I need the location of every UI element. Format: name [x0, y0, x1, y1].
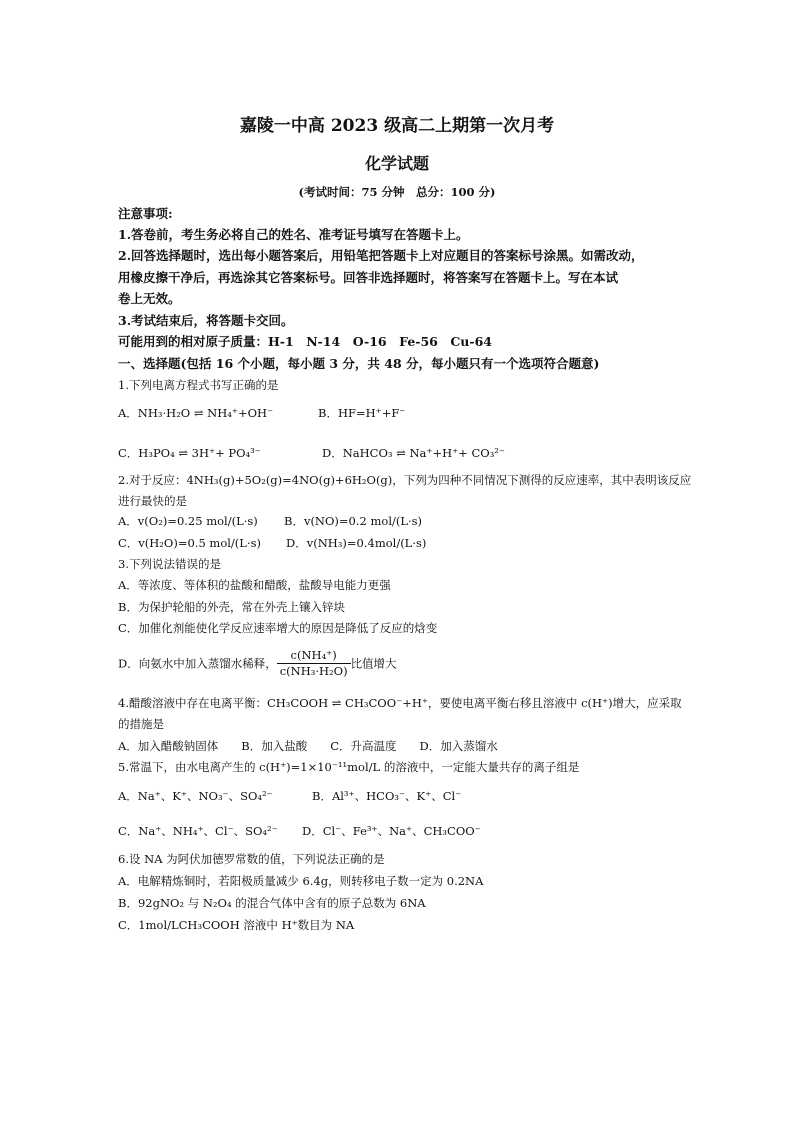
question-3-option-d-suffix: 比值增大 — [350, 656, 397, 671]
question-3-option-d — [118, 648, 397, 679]
question-2-stem-line-1: 2.对于反应：4NH₃(g)+5O₂(g)=4NO(g)+6H₂O(g)，下列为四种不同情况下测得的反应速率，其中表明该反应 — [118, 473, 692, 487]
note-2-line-2: 用橡皮擦干净后，再选涂其它答案标号。回答非选择题时，将答案写在答题卡上。写在本试 — [118, 270, 619, 285]
question-3-option-b: B．为保护轮船的外壳，常在外壳上镶入锌块 — [118, 600, 345, 614]
question-5-option-d: D．Cl⁻、Fe³⁺、Na⁺、CH₃COO⁻ — [302, 824, 481, 838]
question-5-option-a: A．Na⁺、K⁺、NO₃⁻、SO₄²⁻ — [118, 789, 273, 803]
exam-info: (考试时间：75 分钟 总分：100 分) — [298, 185, 496, 199]
fraction-denominator: c(NH₃·H₂O) — [279, 664, 348, 678]
question-3-stem: 3.下列说法错误的是 — [118, 557, 221, 571]
question-1-stem: 1.下列电离方程式书写正确的是 — [118, 378, 279, 392]
section-1-heading: 一、选择题(包括 16 个小题，每小题 3 分，共 48 分，每小题只有一个选项符合题意) — [118, 356, 600, 371]
question-1-option-a: A．NH₃·H₂O ⇌ NH₄⁺+OH⁻ — [118, 406, 274, 420]
concentration-ratio-fraction — [277, 648, 351, 679]
question-5-option-c: C．Na⁺、NH₄⁺、Cl⁻、SO₄²⁻ — [118, 824, 278, 838]
note-1: 1.答卷前，考生务必将自己的姓名、准考证号填写在答题卡上。 — [118, 227, 469, 242]
question-2-option-a: A．v(O₂)=0.25 mol/(L·s) — [118, 514, 258, 528]
question-6-option-a: A．电解精炼铜时，若阳极质量减少 6.4g，则转移电子数一定为 0.2NA — [118, 874, 484, 888]
question-4-stem-line-2: 的措施是 — [118, 717, 164, 731]
question-5-option-b: B．Al³⁺、HCO₃⁻、K⁺、Cl⁻ — [312, 789, 462, 803]
subject-title: 化学试题 — [364, 154, 429, 173]
question-4-stem-line-1: 4.醋酸溶液中存在电离平衡：CH₃COOH ⇌ CH₃COO⁻+H⁺，要使电离平衡右移且溶液中 c(H⁺)增大，应采取 — [118, 696, 682, 710]
question-6-option-b: B．92gNO₂ 与 N₂O₄ 的混合气体中含有的原子总数为 6NA — [118, 896, 426, 910]
question-2-stem-line-2: 进行最快的是 — [118, 494, 187, 508]
exam-title: 嘉陵一中高 2023 级高二上期第一次月考 — [239, 116, 555, 136]
notes-heading: 注意事项: — [118, 206, 173, 221]
question-3-option-d-text: D．向氨水中加入蒸馏水稀释， — [118, 656, 277, 671]
question-5-stem: 5.常温下，由水电离产生的 c(H⁺)=1×10⁻¹¹mol/L 的溶液中，一定能大量共存的离子组是 — [118, 760, 580, 774]
question-6-option-c: C．1mol/LCH₃COOH 溶液中 H⁺数目为 NA — [118, 918, 355, 932]
question-3-option-a: A．等浓度、等体积的盐酸和醋酸，盐酸导电能力更强 — [118, 578, 391, 592]
note-2-line-3: 卷上无效。 — [118, 291, 181, 306]
fraction-numerator: c(NH₄⁺) — [277, 648, 351, 664]
question-1-option-d: D．NaHCO₃ ⇌ Na⁺+H⁺+ CO₃²⁻ — [322, 446, 505, 460]
question-1-option-c: C．H₃PO₄ ⇌ 3H⁺+ PO₄³⁻ — [118, 446, 261, 460]
question-2-option-d: D．v(NH₃)=0.4mol/(L·s) — [286, 536, 427, 550]
question-6-stem: 6.设 NA 为阿伏加德罗常数的值，下列说法正确的是 — [118, 852, 385, 866]
question-4-options: A．加入醋酸钠固体 B．加入盐酸 C．升高温度 D．加入蒸馏水 — [118, 739, 498, 753]
question-3-option-c: C．加催化剂能使化学反应速率增大的原因是降低了反应的焓变 — [118, 621, 438, 635]
atomic-masses: 可能用到的相对原子质量：H-1 N-14 O-16 Fe-56 Cu-64 — [118, 334, 492, 349]
question-1-option-b: B．HF=H⁺+F⁻ — [318, 406, 406, 420]
note-2-line-1: 2.回答选择题时，选出每小题答案后，用铅笔把答题卡上对应题目的答案标号涂黑。如需改动， — [118, 248, 644, 263]
question-2-option-c: C．v(H₂O)=0.5 mol/(L·s) — [118, 536, 261, 550]
question-2-option-b: B．v(NO)=0.2 mol/(L·s) — [284, 514, 423, 528]
note-3: 3.考试结束后，将答题卡交回。 — [118, 313, 294, 328]
